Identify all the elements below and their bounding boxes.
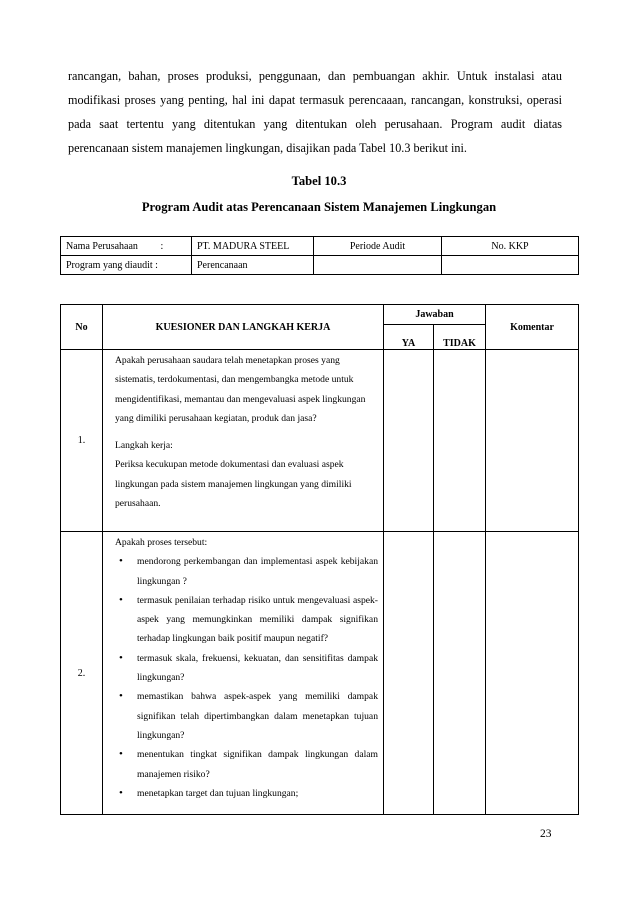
- bullet-item: • termasuk penilaian terhadap risiko untuk mengevaluasi aspek-aspek yang memungkinkan memiliki dampak signifikan terhadap lingkungan baik positif maupun negatif?: [115, 591, 378, 649]
- question-cell: [103, 532, 384, 815]
- company-value: PT. MADURA STEEL: [192, 237, 314, 256]
- question-text: Apakah perusahaan saudara telah menetapkan proses yang sistematis, terdokumentasi, dan mengembangka metode untuk mengidentifikasi, memantau dan mengevaluasi aspek lingkungan yang dimiliki perusahaan kegiatan, produk dan jasa?: [115, 355, 366, 424]
- header-jawaban: Jawaban: [384, 305, 486, 325]
- table-row: [61, 256, 579, 275]
- bullet-item: • termasuk skala, frekuensi, kekuatan, dan sensitifitas dampak lingkungan?: [115, 649, 378, 688]
- comment-cell[interactable]: [486, 532, 579, 815]
- kkp-label: No. KKP: [442, 237, 579, 256]
- answer-tidak-cell[interactable]: [434, 350, 486, 532]
- table-row: [61, 237, 579, 256]
- company-colon: :: [147, 237, 192, 256]
- answer-ya-cell[interactable]: [384, 532, 434, 815]
- langkah-kerja-text: Periksa kecukupan metode dokumentasi dan evaluasi aspek lingkungan pada sistem manajemen lingkungan yang dimiliki perusahaan.: [115, 459, 352, 510]
- page-number: 23: [540, 828, 552, 840]
- table-caption: Program Audit atas Perencanaan Sistem Manajemen Lingkungan: [141, 200, 497, 214]
- intro-text: rancangan, bahan, proses produksi, penggunaan, dan pembuangan akhir. Untuk instalasi atau modifikasi proses yang penting, hal ini dapat termasuk perencaaan, rancangan, konstruksi, operasi pada saat tertentu yang ditentukan yang ditentukan oleh perusahaan. Program audit diatas perencanaan sistem manajemen lingkungan, disajikan pada Tabel 10.3 berikut ini.: [68, 69, 562, 155]
- question-cell: [103, 350, 384, 532]
- answer-tidak-cell[interactable]: [434, 532, 486, 815]
- program-label: Program yang diaudit :: [61, 256, 192, 275]
- comment-cell[interactable]: [486, 350, 579, 532]
- period-value: [314, 256, 442, 275]
- audit-info-table: [60, 236, 579, 275]
- table-row: [61, 532, 579, 815]
- questionnaire-table: [60, 304, 579, 815]
- company-label: Nama Perusahaan: [61, 237, 147, 256]
- question-bullet-list: [115, 552, 378, 803]
- row-number: 2.: [61, 532, 103, 815]
- header-komentar: Komentar: [486, 305, 579, 350]
- header-kuesioner: KUESIONER DAN LANGKAH KERJA: [103, 305, 384, 350]
- row-number: 1.: [61, 350, 103, 532]
- table-number: Tabel 10.3: [291, 174, 347, 188]
- bullet-item: • menetapkan target dan tujuan lingkungan;: [115, 784, 378, 803]
- header-ya: YA: [384, 325, 434, 350]
- header-no: No: [61, 305, 103, 350]
- intro-paragraph: [68, 64, 562, 160]
- period-label: Periode Audit: [314, 237, 442, 256]
- program-value: Perencanaan: [192, 256, 314, 275]
- question-intro: Apakah proses tersebut:: [115, 537, 208, 548]
- table-header-row: [61, 305, 579, 325]
- answer-ya-cell[interactable]: [384, 350, 434, 532]
- table-row: [61, 350, 579, 532]
- header-tidak: TIDAK: [434, 325, 486, 350]
- bullet-item: • menentukan tingkat signifikan dampak lingkungan dalam manajemen risiko?: [115, 745, 378, 784]
- langkah-kerja-label: Langkah kerja:: [115, 440, 173, 452]
- bullet-item: • memastikan bahwa aspek-aspek yang memiliki dampak signifikan telah dipertimbangkan dalam menetapkan tujuan lingkungan?: [115, 687, 378, 745]
- bullet-item: • mendorong perkembangan dan implementasi aspek kebijakan lingkungan ?: [115, 552, 378, 591]
- kkp-value: [442, 256, 579, 275]
